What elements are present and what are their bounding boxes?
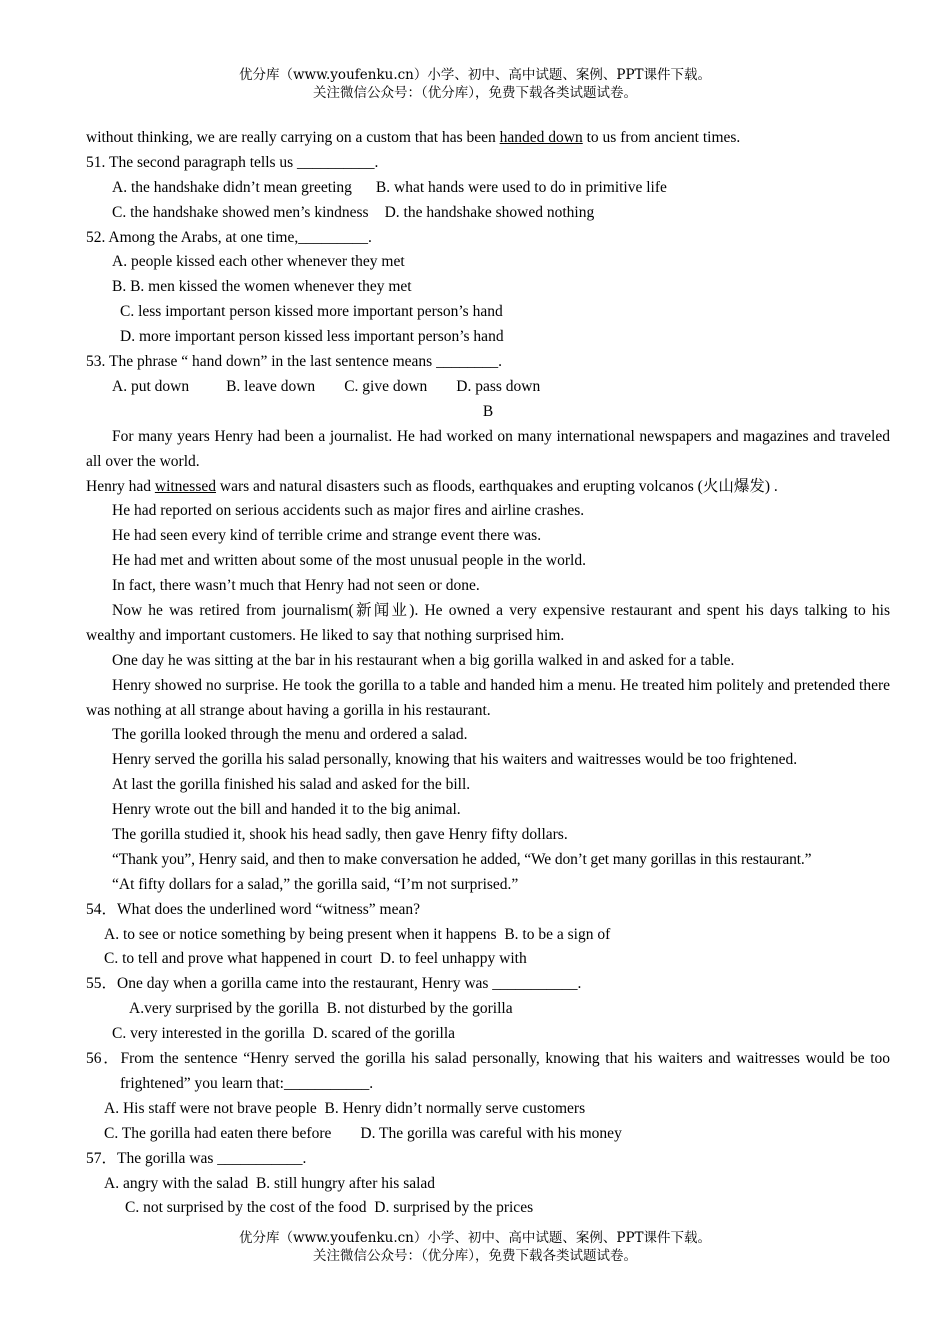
question-52 (86, 226, 890, 350)
options-row (86, 1022, 890, 1047)
option-b: B. what hands were used to do in primitive life (375, 178, 667, 196)
footer-line-1: 优分库（www.youfenku.cn）小学、初中、高中试题、案例、PPT课件下载。 (238, 1230, 712, 1246)
option-c: C. not surprised by the cost of the food (125, 1199, 367, 1217)
footer-line-2: 关注微信公众号：（优分库），免费下载各类试题试卷。 (313, 1248, 637, 1264)
option-d: D. pass down (456, 377, 541, 395)
option-c: C. to tell and prove what happened in court (104, 950, 373, 968)
option-b: B. not disturbed by the gorilla (326, 1000, 513, 1018)
page-footer (0, 1229, 950, 1265)
question-stem: 56．From the sentence “Henry served the gorilla his salad personally, knowing that his waiters and waitresses would be too frightened” you learn that:___________. (86, 1050, 890, 1092)
question-stem: 55．One day when a gorilla came into the restaurant, Henry was ___________. (86, 975, 582, 993)
question-53 (86, 350, 890, 400)
question-51 (86, 151, 890, 226)
option-b: B. leave down (226, 377, 316, 395)
option-a: A. to see or notice something by being present when it happens (104, 925, 497, 943)
option-a: A. people kissed each other whenever they met (112, 253, 405, 271)
question-57 (86, 1147, 890, 1222)
question-stem: 57．The gorilla was ___________. (86, 1149, 307, 1167)
paragraph: He had seen every kind of terrible crime and strange event there was. (112, 527, 542, 545)
options-row (86, 997, 890, 1022)
options-row (86, 1122, 890, 1147)
option-b: B. B. men kissed the women whenever they met (112, 278, 412, 296)
section-title: B (482, 402, 494, 420)
option-c: C. The gorilla had eaten there before (104, 1124, 332, 1142)
options-row (86, 1172, 890, 1197)
option-d: D. more important person kissed less important person’s hand (120, 328, 504, 346)
paragraph: One day he was sitting at the bar in his restaurant when a big gorilla walked in and asked for a table. (112, 651, 735, 669)
paragraph: Henry served the gorilla his salad personally, knowing that his waiters and waitresses would be too frightened. (112, 751, 798, 769)
paragraph: “Thank you”, Henry said, and then to make conversation he added, “We don’t get many gorillas in this restaurant.” (112, 850, 812, 868)
option-d: D. the handshake showed nothing (384, 203, 595, 221)
question-stem: 54．What does the underlined word “witness” mean? (86, 900, 421, 918)
option-d: D. surprised by the prices (374, 1199, 534, 1217)
option-c: C. give down (344, 377, 428, 395)
option-a: A. put down (112, 377, 190, 395)
paragraph: Henry wrote out the bill and handed it to the big animal. (112, 801, 461, 819)
paragraph: The gorilla looked through the menu and ordered a salad. (112, 726, 468, 744)
paragraph: At last the gorilla finished his salad and asked for the bill. (112, 776, 471, 794)
paragraph: For many years Henry had been a journalist. He had worked on many international newspapers and magazines and traveled all over the world. (86, 427, 890, 470)
options-row (86, 1196, 890, 1221)
question-54 (86, 898, 890, 973)
question-stem: 52. Among the Arabs, at one time,_________. (86, 228, 372, 246)
option-a: A. His staff were not brave people (104, 1099, 317, 1117)
option-d: D. scared of the gorilla (312, 1025, 456, 1043)
passage-a-ending: without thinking, we are really carrying on a custom that has been handed down to us from ancient times. (86, 129, 741, 146)
option-a: A. angry with the salad (104, 1174, 249, 1192)
options-row (86, 947, 890, 972)
option-d: D. The gorilla was careful with his money (360, 1124, 622, 1142)
options-row (86, 176, 890, 201)
page-header (0, 66, 950, 102)
header-line-1: 优分库（www.youfenku.cn）小学、初中、高中试题、案例、PPT课件下载。 (238, 67, 712, 83)
paragraph: “At fifty dollars for a salad,” the gorilla said, “I’m not surprised.” (112, 875, 519, 893)
options-row (86, 375, 890, 400)
options-row (86, 1097, 890, 1122)
option-c: C. the handshake showed men’s kindness (112, 203, 369, 221)
option-b: B. to be a sign of (504, 925, 611, 943)
underlined-word: witnessed (154, 477, 217, 495)
option-d: D. to feel unhappy with (379, 950, 527, 968)
paragraph: In fact, there wasn’t much that Henry had not seen or done. (112, 577, 480, 595)
paragraph: Now he was retired from journalism(新闻业). He owned a very expensive restaurant and spent his days talking to his wealthy and important customers. He liked to say that nothing surprised him. (86, 601, 890, 644)
option-a: A.very surprised by the gorilla (129, 1000, 319, 1018)
paragraph: He had met and written about some of the most unusual people in the world. (112, 552, 586, 570)
options-row (86, 201, 890, 226)
passage-b (86, 425, 890, 898)
question-55 (86, 972, 890, 1047)
question-stem: 53. The phrase “ hand down” in the last sentence means ________. (86, 353, 502, 371)
header-line-2: 关注微信公众号：（优分库），免费下载各类试题试卷。 (313, 85, 637, 101)
option-c: C. very interested in the gorilla (112, 1025, 305, 1043)
options-row (86, 923, 890, 948)
paragraph: He had reported on serious accidents such as major fires and airline crashes. (112, 502, 585, 520)
underlined-phrase: handed down (499, 129, 583, 146)
option-c: C. less important person kissed more important person’s hand (120, 303, 503, 321)
question-56 (86, 1047, 890, 1147)
option-b: B. Henry didn’t normally serve customers (324, 1099, 586, 1117)
option-a: A. the handshake didn’t mean greeting (112, 178, 352, 196)
option-b: B. still hungry after his salad (255, 1174, 436, 1192)
paragraph: Henry showed no surprise. He took the gorilla to a table and handed him a menu. He treated him politely and pretended there was nothing at all strange about having a gorilla in his restaurant. (86, 676, 890, 719)
document-body (86, 126, 890, 1221)
paragraph: Henry had witnessed wars and natural disasters such as floods, earthquakes and erupting volcanos (火山爆发) . (86, 477, 778, 495)
paragraph: The gorilla studied it, shook his head sadly, then gave Henry fifty dollars. (112, 826, 568, 844)
question-stem: 51. The second paragraph tells us __________. (86, 153, 379, 171)
